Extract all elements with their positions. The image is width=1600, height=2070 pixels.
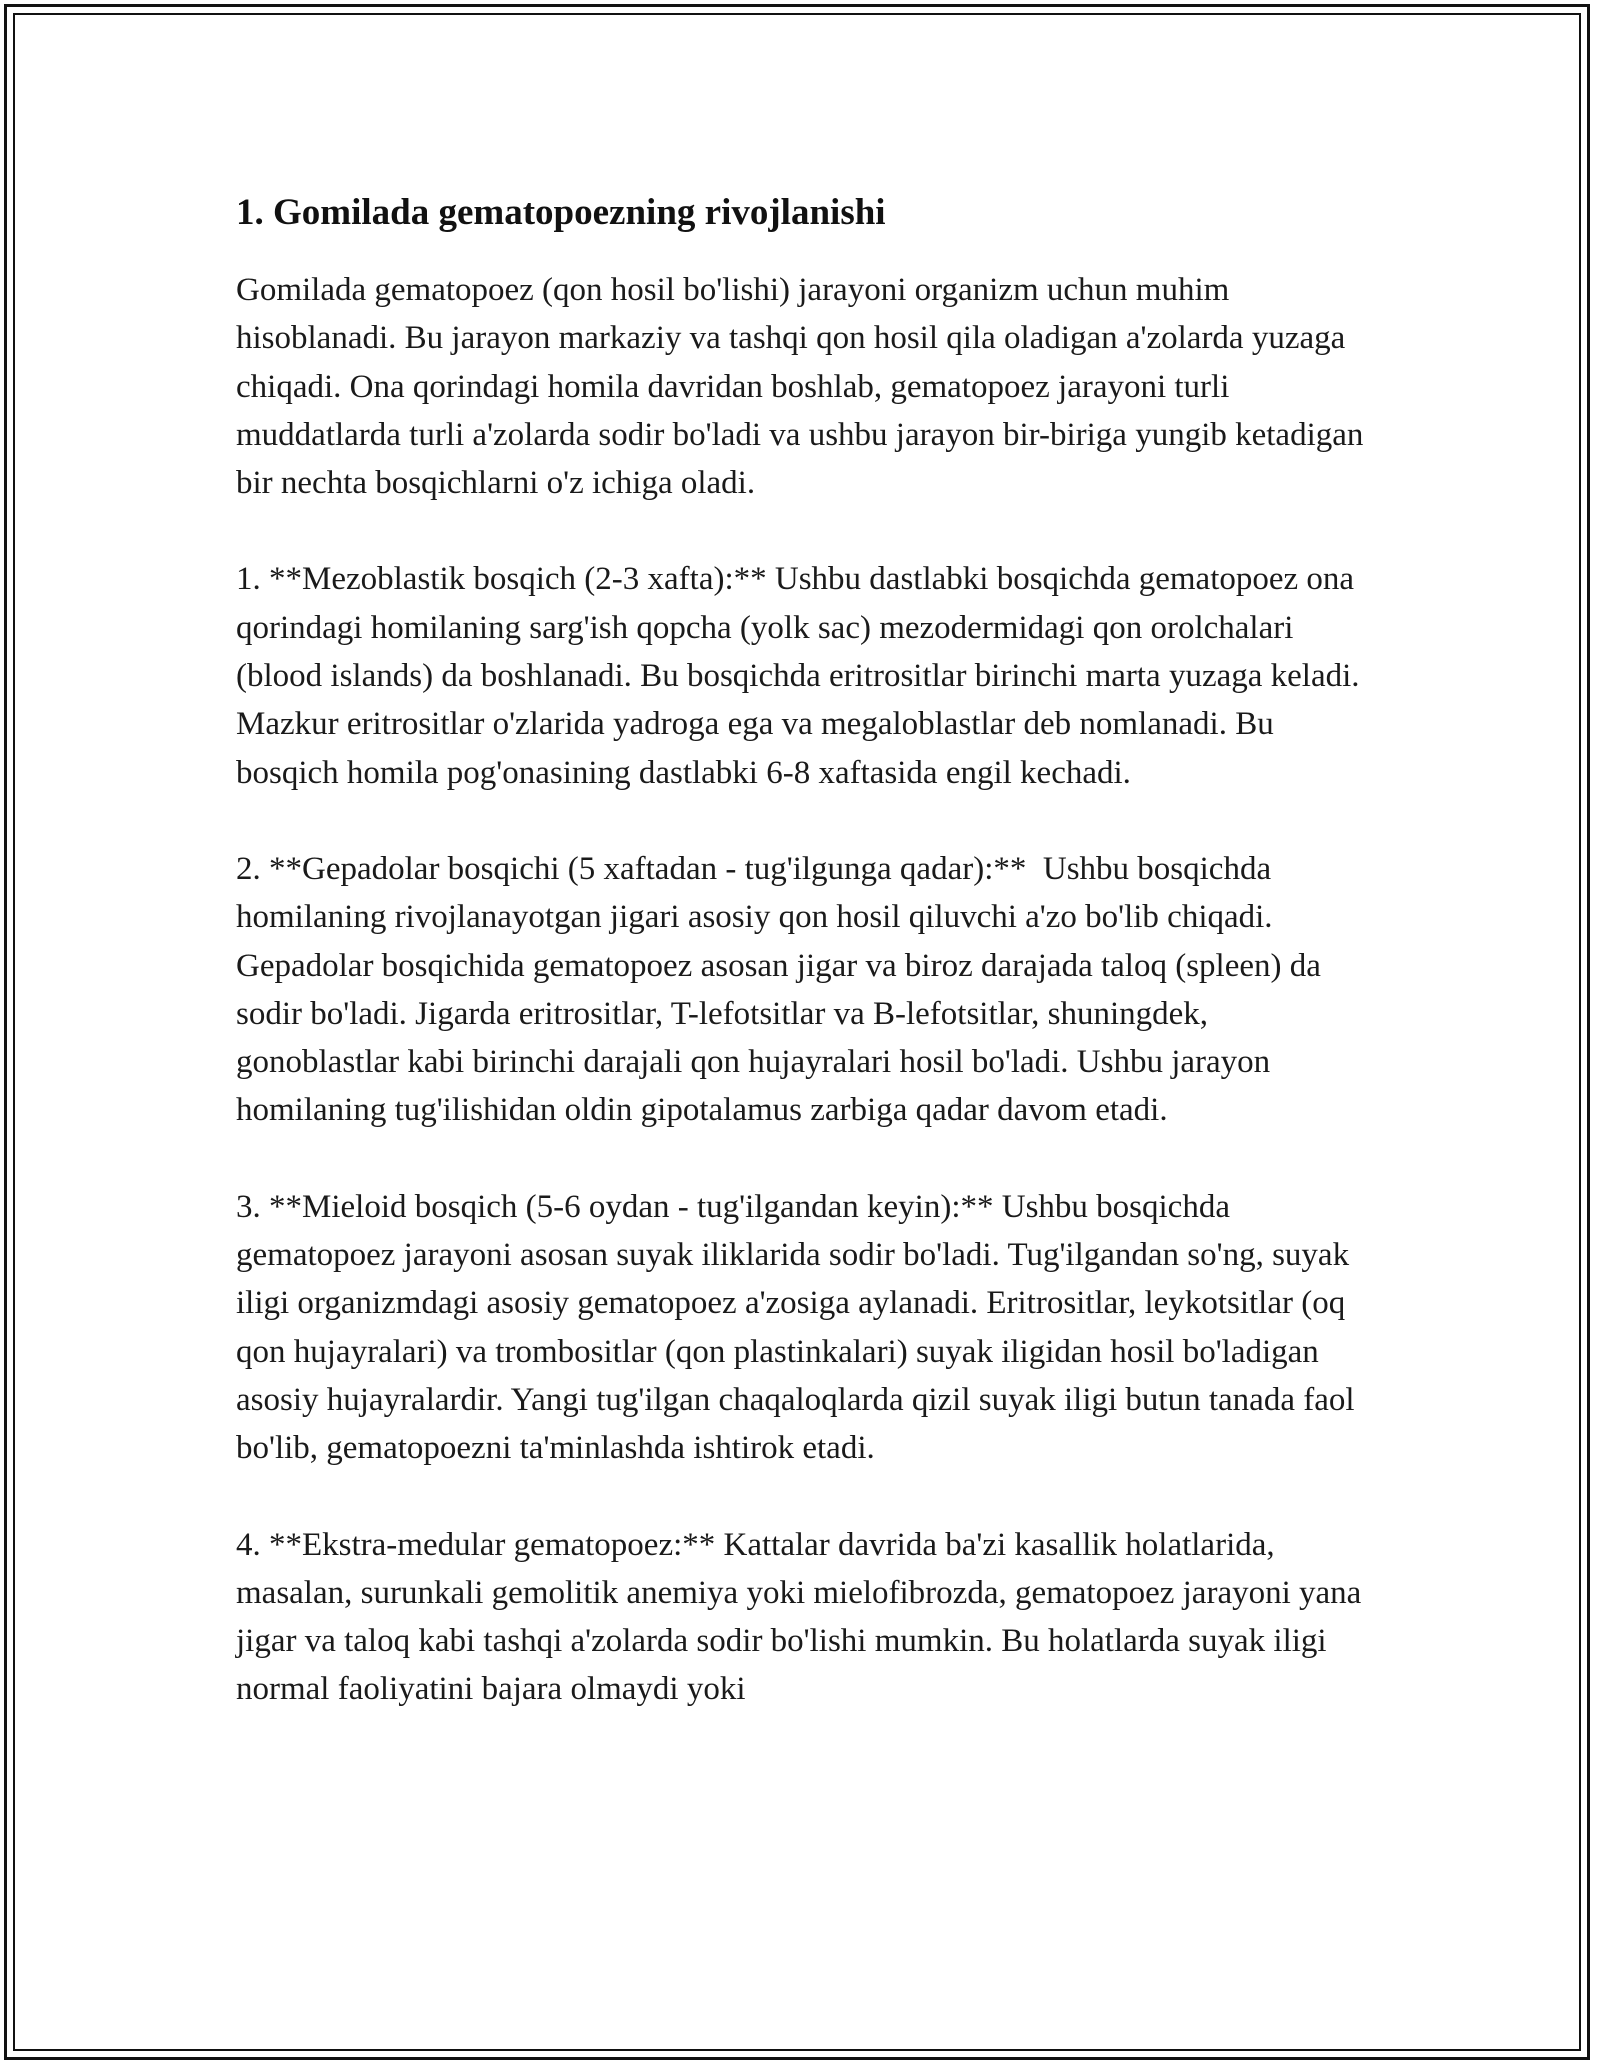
intro-paragraph: Gomilada gematopoez (qon hosil bo'lishi) jarayoni organizm uchun muhim hisoblanadi. Bu jarayon markaziy va tashqi qon hosil qila oladigan a'zolarda yuzaga chiqadi. Ona qorindagi homila davridan boshlab, gematopoez jarayoni turli muddatlarda turli a'zolarda sodir bo'ladi va ushbu jarayon bir-biriga yungib ketadigan bir nechta bosqichlarni o'z ichiga oladi. bbox=[236, 272, 1372, 502]
document-body bbox=[236, 182, 1376, 1762]
paragraph-mezoblastik: 1. **Mezoblastik bosqich (2-3 xafta):** Ushbu dastlabki bosqichda gematopoez ona qorindagi homilaning sarg'ish qopcha (yolk sac) mezodermidagi qon orolchalari (blood islands) da boshlanadi. Bu bosqichda eritrositlar birinchi marta yuzaga keladi. Mazkur eritrositlar o'zlarida yadroga ega va megaloblastlar deb nomlanadi. Bu bosqich homila pog'onasining dastlabki 6-8 xaftasida engil kechadi. bbox=[236, 561, 1368, 791]
paragraph-ekstra-medular: 4. **Ekstra-medular gematopoez:** Kattalar davrida ba'zi kasallik holatlarida, masalan, surunkali gemolitik anemiya yoki mielofibrozda, gematopoez jarayoni yana jigar va taloq kabi tashqi a'zolarda sodir bo'lishi mumkin. Bu holatlarda suyak iligi normal faoliyatini bajara olmaydi yoki bbox=[236, 1526, 1370, 1708]
paragraph-gepadolar: 2. **Gepadolar bosqichi (5 xaftadan - tug'ilgunga qadar):** Ushbu bosqichda homilaning rivojlanayotgan jigari asosiy qon hosil qiluvchi a'zo bo'lib chiqadi. Gepadolar bosqichida gematopoez asosan jigar va biroz darajada taloq (spleen) da sodir bo'ladi. Jigarda eritrositlar, T-lefotsitlar va B-lefotsitlar, shuningdek, gonoblastlar kabi birinchi darajali qon hujayralari hosil bo'ladi. Ushbu jarayon homilaning tug'ilishidan oldin gipotalamus zarbiga qadar davom etadi. bbox=[236, 850, 1330, 1129]
section-heading: 1. Gomilada gematopoezning rivojlanishi bbox=[236, 192, 886, 233]
paragraph-mieloid: 3. **Mieloid bosqich (5-6 oydan - tug'ilgandan keyin):** Ushbu bosqichda gematopoez jarayoni asosan suyak iliklarida sodir bo'ladi. Tug'ilgandan so'ng, suyak iligi organizmdagi asosiy gematopoez a'zosiga aylanadi. Eritrositlar, leykotsitlar (oq qon hujayralari) va trombositlar (qon plastinkalari) suyak iligidan hosil bo'ladigan asosiy hujayralardir. Yangi tug'ilgan chaqaloqlarda qizil suyak iligi butun tanada faol bo'lib, gematopoezni ta'minlashda ishtirok etadi. bbox=[236, 1188, 1363, 1467]
